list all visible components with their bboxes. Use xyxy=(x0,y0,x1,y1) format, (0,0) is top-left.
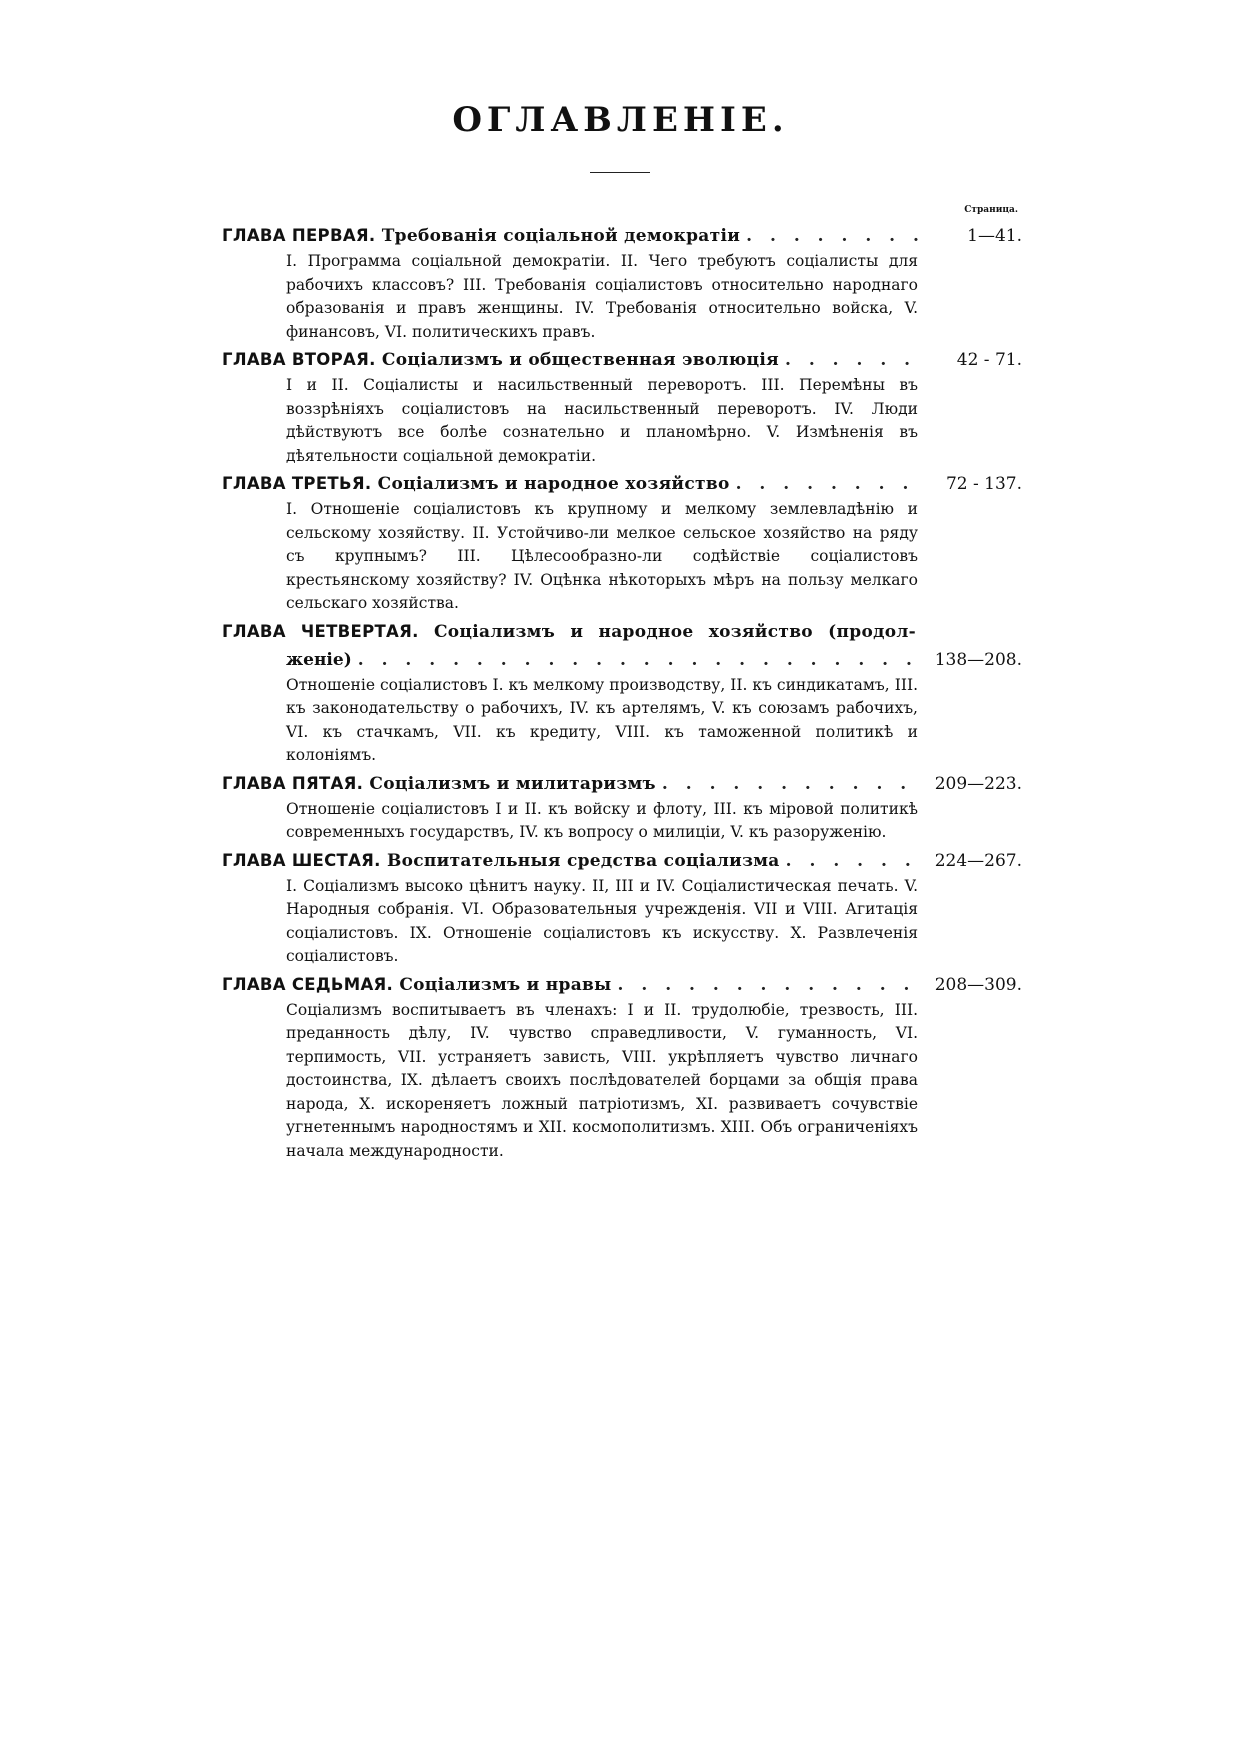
dot-leader xyxy=(785,346,924,374)
toc-heading xyxy=(222,847,1022,875)
toc-entry-chapter-7 xyxy=(222,971,1022,1164)
toc-entry-chapter-6 xyxy=(222,847,1022,969)
title-divider xyxy=(590,172,650,173)
toc-entry-chapter-3 xyxy=(222,470,1022,616)
chapter-description: Соціализмъ воспитываетъ въ членахъ: I и II. трудолюбіе, трезвость, III. преданность дѣлу, IV. чувство справедливости, V. гуманность, VI. терпимость, VII. устраняетъ зависть, VIII. укрѣпляетъ чувство личнаго достоинства, IX. дѣлаетъ своихъ послѣдователей борцами за общія права народа, X. искореняетъ ложный патріотизмъ, XI. развиваетъ сочувствіе угнетеннымъ народностямъ и XII. космополитизмъ. XIII. Объ ограниченіяхъ начала международности. xyxy=(286,1000,918,1160)
chapter-title: Соціализмъ и нравы xyxy=(399,974,612,995)
chapter-label: ГЛАВА ТРЕТЬЯ. xyxy=(222,474,372,493)
chapter-pages: 42 - 71. xyxy=(956,350,1022,370)
chapter-title: Соціализмъ и милитаризмъ xyxy=(369,773,656,794)
chapter-label: ГЛАВА ВТОРАЯ. xyxy=(222,350,376,369)
chapter-label: ГЛАВА ЧЕТВЕРТАЯ. xyxy=(222,621,419,641)
chapter-pages: 209—223. xyxy=(934,773,1022,794)
toc-entry-chapter-5 xyxy=(222,770,1022,845)
dot-leader xyxy=(786,847,924,875)
toc-heading xyxy=(222,470,1022,498)
chapter-label: ГЛАВА ПЕРВАЯ. xyxy=(222,226,376,245)
chapter-title: Воспитательныя средства соціализма xyxy=(386,850,780,871)
page-title: ОГЛАВЛЕНІЕ. xyxy=(452,100,789,140)
toc-heading xyxy=(222,770,1022,798)
chapter-pages: 72 - 137. xyxy=(945,474,1022,494)
toc-heading xyxy=(222,222,1022,250)
chapter-label: ГЛАВА ПЯТАЯ. xyxy=(222,773,364,793)
chapter-description: I. Соціализмъ высоко цѣнитъ науку. II, III и IV. Соціалистическая печать. V. Народныя собранія. VI. Образовательныя учрежденія. VII и VIII. Агитація соціалистовъ. IX. Отношеніе соціалистовъ къ искусству. X. Развлеченія соціалистовъ. xyxy=(286,876,918,965)
toc-entry-chapter-1 xyxy=(222,222,1022,344)
chapter-description: I. Программа соціальной демократіи. II. Чего требуютъ соціалисты для рабочихъ классовъ? III. Требованія соціалистовъ относительно народнаго образованія и правъ женщины. IV. Требованія относительно войска, V. финансовъ, VI. политическихъ правъ. xyxy=(286,252,918,341)
dot-leader xyxy=(746,222,924,250)
chapter-pages: 224—267. xyxy=(934,850,1022,871)
chapter-description: Отношеніе соціалистовъ I. къ мелкому производству, II. къ синдикатамъ, III. къ законодательству о рабочихъ, IV. къ артелямъ, V. къ союзамъ рабочихъ, VI. къ стачкамъ, VII. къ кредиту, VIII. къ таможенной политикѣ и колоніямъ. xyxy=(286,675,918,764)
chapter-pages: 208—309. xyxy=(934,974,1022,995)
dot-leader xyxy=(662,770,924,798)
toc-heading xyxy=(222,971,1022,999)
chapter-label: ГЛАВА ШЕСТАЯ. xyxy=(222,850,381,870)
table-of-contents xyxy=(222,222,1022,1165)
chapter-title: Соціализмъ и народное хозяйство (продол- xyxy=(433,621,916,642)
dot-leader xyxy=(618,971,924,999)
chapter-pages: 1—41. xyxy=(967,226,1022,246)
toc-entry-chapter-2 xyxy=(222,346,1022,468)
dot-leader xyxy=(358,646,924,674)
chapter-description: I и II. Соціалисты и насильственный переворотъ. III. Перемѣны въ воззрѣніяхъ соціалистовъ на насильственный переворотъ. IV. Люди дѣйствуютъ все болѣе сознательно и планомѣрно. V. Измѣненія въ дѣятельности соціальной демократіи. xyxy=(286,376,918,465)
chapter-title: Соціализмъ и общественная эволюція xyxy=(381,350,779,370)
chapter-label: ГЛАВА СЕДЬМАЯ. xyxy=(222,974,394,994)
toc-heading xyxy=(222,346,1022,374)
toc-heading xyxy=(222,618,1022,674)
chapter-description: I. Отношеніе соціалистовъ къ крупному и мелкому землевладѣнію и сельскому хозяйству. II. Устойчиво-ли мелкое сельское хозяйство на ряду съ крупнымъ? III. Цѣлесообразно-ли содѣйствіе соціалистовъ крестьянскому хозяйству? IV. Оцѣнка нѣкоторыхъ мѣръ на пользу мелкаго сельскаго хозяйства. xyxy=(286,500,918,612)
chapter-title-continued: женіе) xyxy=(286,649,352,670)
page-column-label: Страница. xyxy=(964,205,1018,215)
chapter-title: Соціализмъ и народное хозяйство xyxy=(377,474,730,494)
chapter-title: Требованія соціальной демократіи xyxy=(381,226,741,246)
toc-entry-chapter-4 xyxy=(222,618,1022,768)
dot-leader xyxy=(736,470,924,498)
chapter-pages: 138—208. xyxy=(934,649,1022,670)
chapter-description: Отношеніе соціалистовъ I и II. къ войску и флоту, III. къ міровой политикѣ современныхъ государствъ, IV. къ вопросу о милиціи, V. къ разоруженію. xyxy=(286,799,918,841)
